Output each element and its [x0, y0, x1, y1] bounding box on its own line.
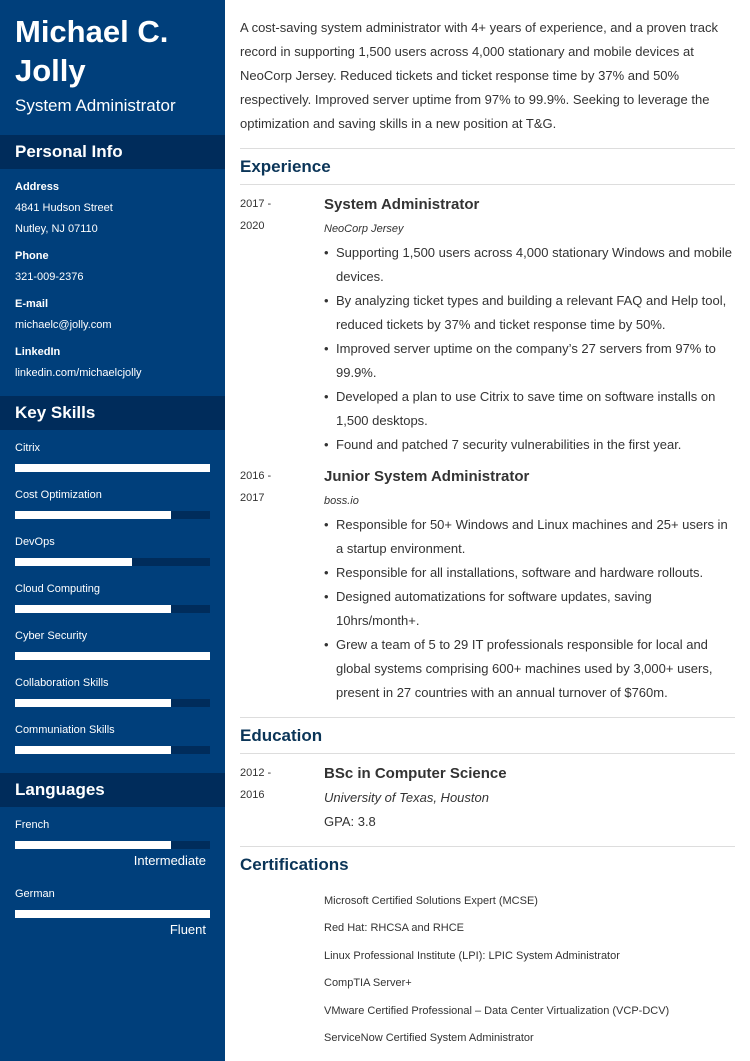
linkedin-label: LinkedIn — [15, 346, 61, 358]
job-item — [240, 193, 735, 457]
language-level-bar — [15, 841, 210, 849]
job-bullet: • By analyzing ticket types and building a relevant FAQ and Help tool, reduced tickets by 37% and ticket response time by 50%. — [324, 289, 735, 337]
skill-name: Cost Optimization — [15, 489, 102, 501]
phone-value: 321-009-2376 — [15, 271, 84, 283]
certification-item: ServiceNow Certified System Administrator — [324, 1032, 534, 1045]
school: University of Texas, Houston — [324, 790, 489, 805]
sidebar — [0, 0, 225, 1061]
job-end: 2020 — [240, 220, 265, 232]
education-dates: 2012 - 2016 — [240, 767, 272, 801]
phone-label: Phone — [15, 250, 49, 262]
job-body — [324, 193, 735, 457]
personal-info-heading: Personal Info — [0, 135, 225, 169]
skill-name: Collaboration Skills — [15, 677, 109, 689]
education-item — [240, 762, 735, 834]
skill-level-fill — [15, 652, 210, 660]
job-item — [240, 465, 735, 705]
skill-item — [15, 671, 210, 718]
certification-item: Microsoft Certified Solutions Expert (MCSE) — [324, 895, 538, 907]
skill-level-bar — [15, 699, 210, 707]
skills-list — [0, 430, 225, 773]
job-bullet: • Found and patched 7 security vulnerabilities in the first year. — [324, 433, 735, 457]
experience-list — [240, 193, 735, 705]
language-name: German — [15, 888, 55, 900]
education-heading: Education — [240, 721, 735, 754]
skill-level-bar — [15, 511, 210, 519]
divider — [240, 717, 735, 718]
candidate-name: Michael C. Jolly — [15, 14, 169, 88]
certification-item: VMware Certified Professional – Data Center Virtualization (VCP-DCV) — [324, 1004, 670, 1017]
skill-level-bar — [15, 746, 210, 754]
job-title: System Administrator — [324, 196, 480, 213]
language-level-label: Fluent — [169, 922, 206, 937]
skill-name: Communiation Skills — [15, 724, 115, 736]
job-bullets — [324, 241, 735, 457]
job-bullet: • Grew a team of 5 to 29 IT professionals responsible for local and global systems comprising 600+ machines used by 3,000+ users, present in 27 countries with an annual turnover of $760m. — [324, 633, 735, 705]
divider — [240, 846, 735, 847]
skill-level-bar — [15, 558, 210, 566]
skill-level-bar — [15, 464, 210, 472]
skill-item — [15, 624, 210, 671]
job-title: Junior System Administrator — [324, 468, 530, 485]
job-bullets — [324, 513, 735, 705]
skill-name: DevOps — [15, 536, 55, 548]
main-content — [240, 16, 735, 1052]
language-level-fill — [15, 910, 210, 918]
skill-level-fill — [15, 699, 171, 707]
job-bullet: • Supporting 1,500 users across 4,000 stationary Windows and mobile devices. — [324, 241, 735, 289]
personal-info — [0, 169, 225, 388]
address-label: Address — [15, 181, 60, 193]
skill-level-fill — [15, 746, 171, 754]
company: boss.io — [324, 495, 359, 507]
job-bullet: • Designed automatizations for software updates, saving 10hrs/month+. — [324, 585, 735, 633]
gpa: GPA: 3.8 — [324, 814, 376, 829]
skills-heading: Key Skills — [0, 396, 225, 430]
job-bullet: • Developed a plan to use Citrix to save time on software installs on 1,500 desktops. — [324, 385, 735, 433]
job-body — [324, 465, 735, 705]
skill-level-fill — [15, 558, 132, 566]
experience-heading: Experience — [240, 152, 735, 185]
skill-level-fill — [15, 464, 210, 472]
email-value: michaelc@jolly.com — [15, 319, 112, 331]
skill-item — [15, 436, 210, 483]
skill-level-fill — [15, 511, 171, 519]
skill-level-fill — [15, 605, 171, 613]
job-start: 2017 - — [240, 198, 272, 210]
skill-level-bar — [15, 652, 210, 660]
job-bullet: • Responsible for 50+ Windows and Linux machines and 25+ users in a startup environment. — [324, 513, 735, 561]
languages-list — [0, 807, 225, 959]
skill-name: Cloud Computing — [15, 583, 100, 595]
language-item — [15, 813, 210, 882]
job-bullet: • Improved server uptime on the company’s 27 servers from 97% to 99.9%. — [324, 337, 735, 385]
skill-name: Citrix — [15, 442, 41, 454]
language-level-bar — [15, 910, 210, 918]
skill-item — [15, 718, 210, 765]
job-dates — [240, 193, 324, 457]
job-dates — [240, 465, 324, 705]
language-name: French — [15, 819, 50, 831]
language-level-fill — [15, 841, 171, 849]
skill-item — [15, 577, 210, 624]
certifications-list — [240, 888, 735, 1052]
job-start: 2016 - — [240, 470, 272, 482]
degree: BSc in Computer Science — [324, 765, 507, 782]
address-line: 4841 Hudson Street — [15, 202, 113, 214]
skill-level-bar — [15, 605, 210, 613]
skill-item — [15, 483, 210, 530]
certification-item: Red Hat: RHCSA and RHCE — [324, 922, 464, 935]
summary: A cost-saving system administrator with 4+ years of experience, and a proven track record in supporting 1,500 users across 4,000 stationary and mobile devices at NeoCorp Jersey. Reduced tickets and ticket response time by 37% and 50% respectively. Improved server uptime from 97% to 99.9%. Seeking to leverage the optimization and saving skills in a new position at T&G. — [240, 20, 718, 131]
certification-item: CompTIA Server+ — [324, 977, 412, 990]
linkedin-value: linkedin.com/michaelcjolly — [15, 367, 142, 379]
skill-name: Cyber Security — [15, 630, 88, 642]
job-bullet: • Responsible for all installations, software and hardware rollouts. — [324, 561, 735, 585]
language-item — [15, 882, 210, 951]
divider — [240, 148, 735, 149]
email-label: E-mail — [15, 298, 49, 310]
job-end: 2017 — [240, 492, 265, 504]
certification-item: Linux Professional Institute (LPI): LPIC System Administrator — [324, 949, 620, 962]
skill-item — [15, 530, 210, 577]
company: NeoCorp Jersey — [324, 223, 404, 235]
languages-heading: Languages — [0, 773, 225, 807]
candidate-title: System Administrator — [15, 96, 176, 115]
language-level-label: Intermediate — [133, 853, 206, 868]
address-line: Nutley, NJ 07110 — [15, 223, 98, 235]
certifications-heading: Certifications — [240, 855, 349, 874]
